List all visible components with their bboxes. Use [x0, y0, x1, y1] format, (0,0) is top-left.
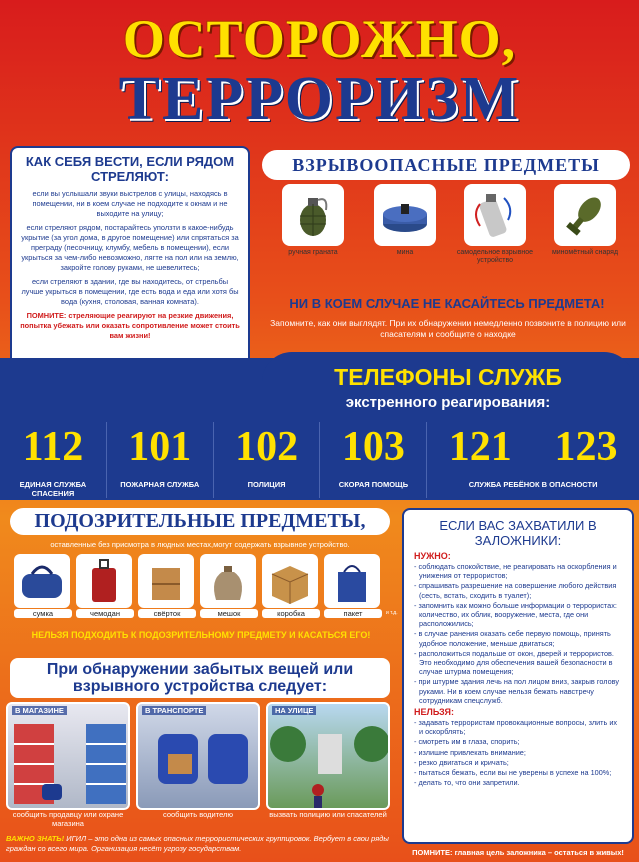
suspicious-item [262, 554, 320, 618]
suspicious-label: свёрток [138, 609, 196, 618]
list-item: - расположиться подальше от окон, дверей и террористов. Это необходимо для обеспечения вашей безопасности в случае штурма помещения; [414, 648, 614, 677]
explosive-item [452, 184, 538, 265]
phones-subheading: экстренного реагирования: [345, 394, 551, 411]
explosive-label: самодельное взрывное устройство [456, 249, 534, 264]
shooting-warning: ПОМНИТЕ: стреляющие реагируют на резкие движения, попытка убежать или оказать сопротивление может стоить вам жизни! [20, 311, 240, 340]
phone-item [320, 422, 427, 498]
suspicious-label: пакет [324, 609, 382, 618]
hostage-box [402, 508, 634, 844]
must-label: НУЖНО: [414, 551, 451, 561]
street-image [268, 704, 390, 810]
isis-note [6, 834, 396, 854]
bus-seat-image [138, 704, 260, 810]
explosive-item [270, 184, 356, 257]
grenade-icon [282, 184, 344, 246]
scene-caption: вызвать полицию или спасателей [269, 810, 387, 819]
shooting-paragraph: если стреляют рядом, постарайтесь уползти в какое-нибудь укрытие (за угол дома, в другое помещение) или спрятаться за преграду (песочницу, клумбу, мебель в помещении), если укрыться за чем-либо невозможно, лягте на пол или на землю, закройте голову руками, не шевелитесь; [21, 223, 239, 272]
scene-caption: сообщить водителю [162, 810, 233, 819]
phones-heading: ТЕЛЕФОНЫ СЛУЖБ [334, 364, 562, 390]
phone-item [107, 422, 214, 498]
suspicious-item [138, 554, 196, 618]
phone-item [0, 422, 107, 498]
phone-label: ПОЛИЦИЯ [247, 480, 286, 489]
isis-text: ИГИЛ – это одна из самых опасных террористических группировок. Вербует в свои ряды граждан со всего мира. Организация несёт угрозу государствам. [6, 834, 389, 853]
explosive-item [542, 184, 628, 257]
phone-label: СКОРАЯ ПОМОЩЬ [338, 480, 409, 489]
scene-label: В МАГАЗИНЕ [12, 706, 67, 715]
phone-label: ПОЖАРНАЯ СЛУЖБА [120, 480, 200, 489]
shop-shelves-image [8, 704, 130, 810]
list-item: - задавать террористам провокационные вопросы, злить их и оскорблять; [414, 718, 618, 737]
suspicious-item [76, 554, 134, 618]
mustnot-list [414, 718, 622, 787]
suitcase-icon [76, 554, 132, 608]
suspicious-heading: ПОДОЗРИТЕЛЬНЫЕ ПРЕДМЕТЫ, [10, 508, 390, 535]
list-item: - в случае ранения оказать себе первую помощь, принять удобное положение, меньше двигаться; [414, 629, 611, 648]
scene-transport [136, 702, 260, 810]
hostage-heading: ЕСЛИ ВАС ЗАХВАТИЛИ В ЗАЛОЖНИКИ: [439, 518, 597, 548]
list-item: - при штурме здания лечь на пол лицом вниз, закрыв голову руками. Ни в коем случае нельзя бежать навстречу сотрудникам спецслужб. [414, 677, 619, 705]
list-item: - запомнить как можно больше информации о террористах: количество, их облик, вооружение, места, где они расположились; [414, 600, 617, 629]
mortar-shell-icon [554, 184, 616, 246]
phone-number: 121 [448, 424, 512, 470]
scene-shop [6, 702, 130, 810]
explosive-label: ручная граната [288, 249, 338, 256]
phone-number: 123 [554, 424, 618, 470]
suspicious-item [324, 554, 382, 618]
explosive-label: мина [396, 249, 414, 256]
phone-item [214, 422, 321, 498]
suspicious-subheading: оставленные без присмотра в людных местах,могут содержать взрывное устройство. [50, 540, 350, 549]
explosive-heading: ВЗРЫВООПАСНЫЕ ПРЕДМЕТЫ [262, 150, 630, 180]
phone-label: СЛУЖБА РЕБЁНОК В ОПАСНОСТИ [468, 480, 598, 489]
phone-number: 112 [22, 424, 84, 470]
isis-lead: ВАЖНО ЗНАТЬ! [6, 834, 65, 843]
scene-label: НА УЛИЦЕ [272, 706, 316, 715]
phones-row [0, 422, 639, 498]
explosive-note: Запомните, как они выглядят. При их обнаружении немедленно позвоните в полицию или спасателям и сообщите о находке [270, 318, 626, 339]
box-icon [262, 554, 318, 608]
ied-icon [464, 184, 526, 246]
list-item: - соблюдать спокойствие, не реагировать на оскорбления и унижения от террористов; [414, 562, 617, 581]
suspicious-label: сумка [14, 609, 72, 618]
title-line2: ТЕРРОРИЗМ [118, 65, 521, 133]
explosive-label: миномётный снаряд [551, 249, 619, 256]
suspicious-item [14, 554, 72, 618]
suspicious-items [10, 554, 390, 624]
forgotten-heading: При обнаружении забытых вещей или взрывного устройства следует: [10, 658, 390, 698]
explosive-warning: НИ В КОЕМ СЛУЧАЕ НЕ КАСАЙТЕСЬ ПРЕДМЕТА! [289, 296, 605, 311]
phone-label: ЕДИНАЯ СЛУЖБА СПАСЕНИЯ [19, 480, 87, 498]
phone-number: 103 [341, 424, 405, 470]
list-item: - спрашивать разрешение на совершение любого действия (сесть, встать, сходить в туалет); [414, 581, 617, 600]
explosive-items [262, 184, 632, 284]
mustnot-label: НЕЛЬЗЯ: [414, 707, 454, 718]
suspicious-item [200, 554, 258, 618]
phone-number: 102 [235, 424, 299, 470]
suspicious-label: чемодан [76, 609, 134, 618]
title-line1: ОСТОРОЖНО, [122, 9, 517, 69]
explosive-item [362, 184, 448, 257]
suspicious-warning: НЕЛЬЗЯ ПОДХОДИТЬ К ПОДОЗРИТЕЛЬНОМУ ПРЕДМЕТУ И КАСАТЬСЯ ЕГО! [31, 630, 371, 640]
phone-number: 101 [128, 424, 192, 470]
suspicious-label: коробка [262, 609, 320, 618]
shooting-heading: КАК СЕБЯ ВЕСТИ, ЕСЛИ РЯДОМ СТРЕЛЯЮТ: [25, 154, 235, 184]
list-item: - излишне привлекать внимание; [414, 747, 526, 757]
mine-icon [374, 184, 436, 246]
phone-item [427, 422, 639, 498]
etc-note: и т.д. [386, 610, 398, 616]
shooting-paragraph: если вы услышали звуки выстрелов с улицы, находясь в помещении, ни в коем случае не подходите к окнам и не выходите на улицу; [32, 189, 228, 218]
hostage-final-note: ПОМНИТЕ: главная цель заложника – остаться в живых! [412, 848, 624, 857]
list-item: - резко двигаться и кричать; [414, 757, 509, 767]
scene-label: В ТРАНСПОРТЕ [142, 706, 206, 715]
scene-street [266, 702, 390, 810]
shooting-paragraph: если стреляют в здании, где вы находитесь, от стрельбы лучше укрыться в помещении, где есть вода и еда или хотя бы вода (кухня, столовая, ванная комната). [21, 277, 239, 306]
bag-icon [14, 554, 70, 608]
package-icon [324, 554, 380, 608]
scene-caption: сообщить продавцу или охране магазина [12, 810, 124, 828]
must-list [414, 562, 622, 705]
list-item: - смотреть им в глаза, спорить; [414, 737, 520, 747]
suspicious-label: мешок [200, 609, 258, 618]
list-item: - делать то, что они запретили. [414, 778, 520, 788]
list-item: - пытаться бежать, если вы не уверены в успехе на 100%; [414, 768, 612, 778]
sack-icon [200, 554, 256, 608]
bundle-icon [138, 554, 194, 608]
